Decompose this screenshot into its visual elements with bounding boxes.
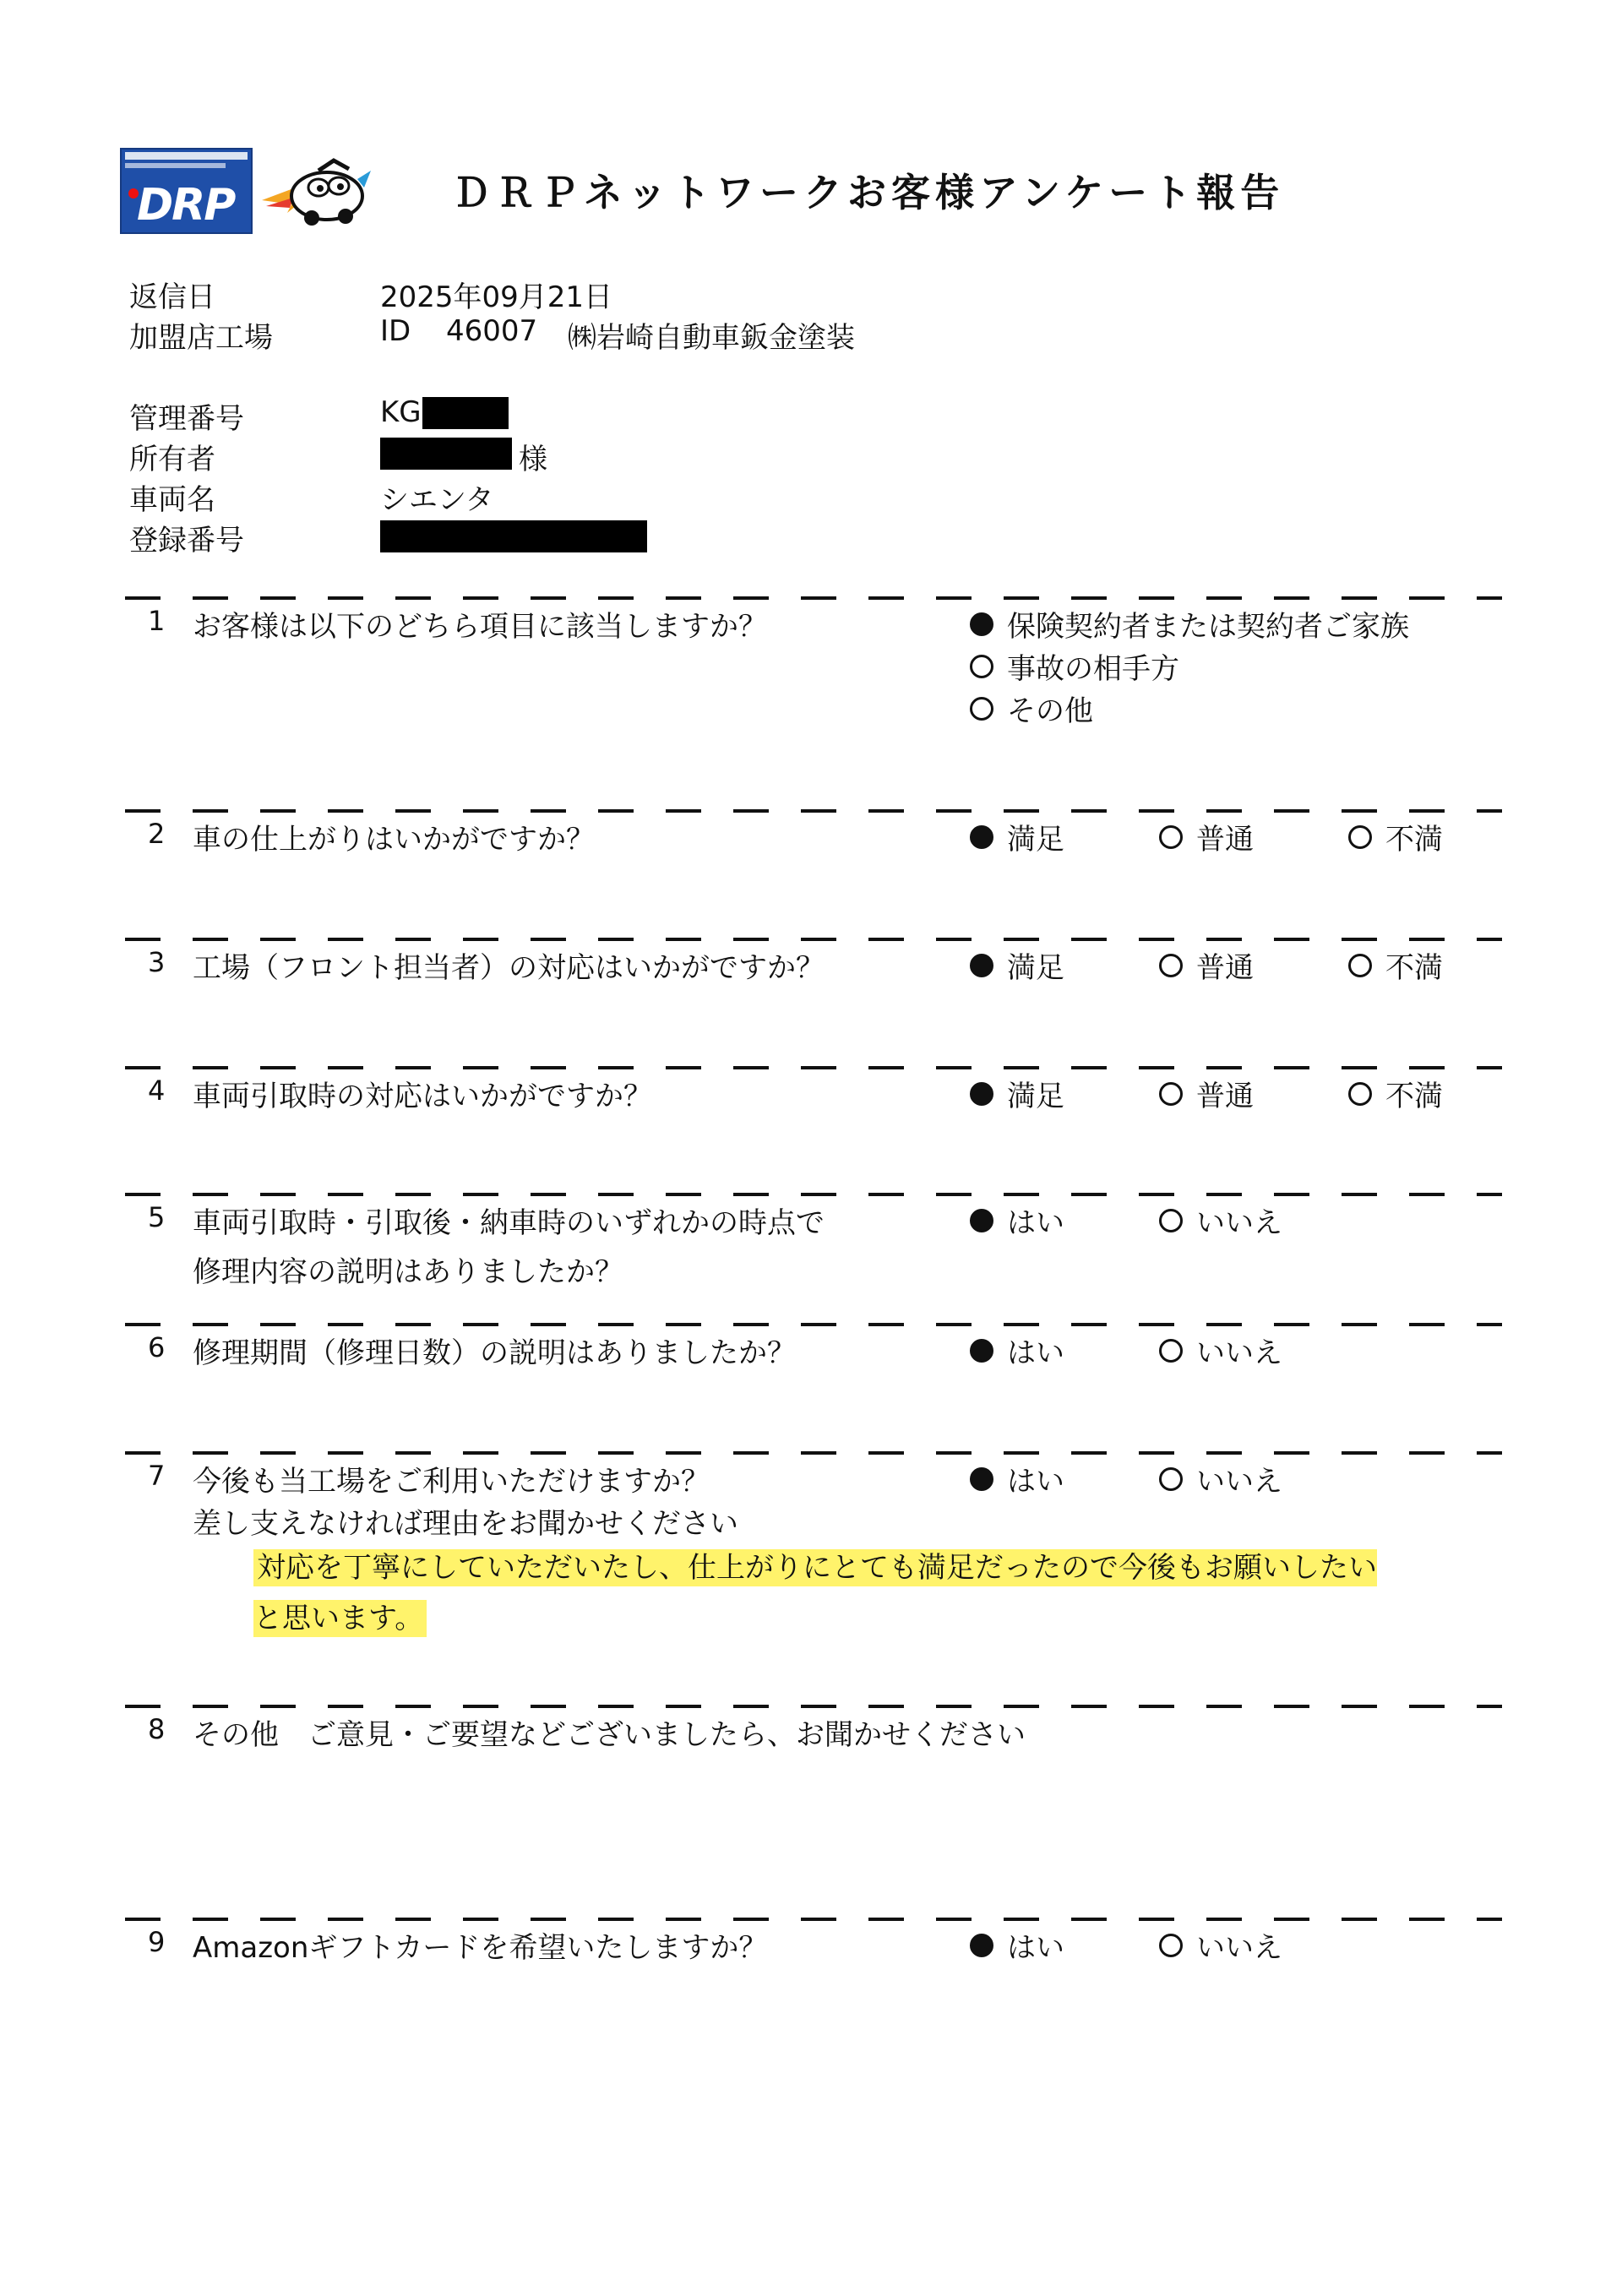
question-number: 2 (148, 818, 166, 850)
drp-logo (120, 148, 253, 234)
radio-selected-icon (970, 1209, 993, 1232)
radio-selected-icon (970, 612, 993, 636)
option-label: その他 (1007, 694, 1093, 728)
reply-date-label: 返信日 (129, 280, 215, 314)
question-number: 3 (148, 946, 166, 978)
option-label: いいえ (1196, 1931, 1282, 1965)
q2-option-1[interactable] (970, 816, 1064, 857)
q4-option-3[interactable] (1348, 1073, 1443, 1114)
question-number: 4 (148, 1075, 166, 1107)
separator (125, 809, 1502, 813)
option-label: はい (1007, 1931, 1064, 1965)
option-label: 保険契約者または契約者ご家族 (1007, 610, 1409, 644)
question-number: 8 (148, 1713, 166, 1745)
q7-option-no[interactable] (1159, 1458, 1282, 1499)
option-label: 満足 (1007, 823, 1064, 857)
page-title: ＤＲＰネットワークお客様アンケート報告 (452, 170, 1285, 215)
radio-selected-icon (970, 1467, 993, 1491)
separator (125, 938, 1502, 941)
vehicle-name: シエンタ (380, 483, 494, 517)
question-7-text-line2: 差し支えなければ理由をお聞かせください (193, 1507, 738, 1541)
radio-empty-icon (1159, 1209, 1183, 1232)
question-9-text: Amazonギフトカードを希望いたしますか？ (193, 1931, 768, 1965)
radio-empty-icon (1159, 954, 1183, 977)
separator (125, 1193, 1502, 1196)
radio-empty-icon (1159, 1082, 1183, 1106)
question-5-text-line2: 修理内容の説明はありましたか？ (193, 1255, 623, 1289)
radio-empty-icon (1159, 1339, 1183, 1363)
mgmt-label: 管理番号 (129, 402, 244, 436)
radio-empty-icon (970, 697, 993, 721)
question-8-text: その他 ご意見・ご要望などございましたら、お聞かせください (193, 1718, 1026, 1752)
option-label: 普通 (1196, 1080, 1254, 1113)
radio-empty-icon (1159, 1467, 1183, 1491)
vehicle-label: 車両名 (129, 483, 215, 517)
q7-comment (253, 1542, 1385, 1644)
question-5-text: 車両引取時・引取後・納車時のいずれかの時点で (193, 1206, 825, 1240)
shop-name: ㈱岩崎自動車鈑金塗装 (568, 321, 855, 355)
reg-label: 登録番号 (129, 524, 244, 558)
separator (125, 1705, 1502, 1708)
option-label: はい (1007, 1336, 1064, 1370)
question-4-text: 車両引取時の対応はいかがですか？ (193, 1080, 652, 1113)
question-3-text: 工場（フロント担当者）の対応はいかがですか？ (193, 951, 825, 985)
redacted-mgmt-number (422, 397, 509, 429)
option-label: 満足 (1007, 1080, 1064, 1113)
radio-empty-icon (970, 655, 993, 678)
q5-option-yes[interactable] (970, 1200, 1064, 1241)
radio-empty-icon (1348, 825, 1372, 849)
question-number: 5 (148, 1201, 166, 1233)
radio-selected-icon (970, 1082, 993, 1106)
q4-option-1[interactable] (970, 1073, 1064, 1114)
q3-option-2[interactable] (1159, 944, 1254, 986)
radio-selected-icon (970, 825, 993, 849)
q2-option-3[interactable] (1348, 816, 1443, 857)
mgmt-prefix: KG (380, 395, 422, 429)
q9-option-no[interactable] (1159, 1924, 1282, 1966)
option-label: 不満 (1385, 951, 1443, 985)
radio-empty-icon (1348, 1082, 1372, 1106)
option-label: はい (1007, 1206, 1064, 1240)
q9-option-yes[interactable] (970, 1924, 1064, 1966)
question-6-text: 修理期間（修理日数）の説明はありましたか？ (193, 1336, 796, 1370)
option-label: はい (1007, 1465, 1064, 1499)
shop-label: 加盟店工場 (129, 321, 273, 355)
option-label: 普通 (1196, 951, 1254, 985)
option-label: いいえ (1196, 1206, 1282, 1240)
shop-id-prefix: ID (380, 314, 411, 348)
option-label: 不満 (1385, 823, 1443, 857)
comment-text: 対応を丁寧にしていただいたし、仕上がりにとても満足だったので今後もお願いしたいと思います。 (253, 1551, 1377, 1635)
q1-option-2[interactable] (970, 645, 1179, 687)
question-7-text: 今後も当工場をご利用いただけますか？ (193, 1465, 710, 1499)
reply-date: 2025年09月21日 (380, 280, 613, 314)
separator (125, 1451, 1502, 1455)
question-number: 1 (148, 605, 166, 637)
q1-option-1[interactable] (970, 603, 1409, 645)
question-number: 6 (148, 1331, 166, 1363)
radio-empty-icon (1348, 954, 1372, 977)
radio-empty-icon (1159, 825, 1183, 849)
question-2-text: 車の仕上がりはいかがですか？ (193, 823, 595, 857)
q6-option-yes[interactable] (970, 1330, 1064, 1371)
owner-label: 所有者 (129, 443, 215, 476)
radio-selected-icon (970, 1339, 993, 1363)
question-number: 7 (148, 1460, 166, 1492)
separator (125, 1918, 1502, 1921)
radio-selected-icon (970, 954, 993, 977)
option-label: 満足 (1007, 951, 1064, 985)
redacted-owner-name (380, 438, 512, 470)
q5-option-no[interactable] (1159, 1200, 1282, 1241)
q7-option-yes[interactable] (970, 1458, 1064, 1499)
separator (125, 1323, 1502, 1326)
option-label: いいえ (1196, 1336, 1282, 1370)
q3-option-1[interactable] (970, 944, 1064, 986)
option-label: いいえ (1196, 1465, 1282, 1499)
radio-empty-icon (1159, 1934, 1183, 1957)
q3-option-3[interactable] (1348, 944, 1443, 986)
option-label: 事故の相手方 (1007, 652, 1179, 686)
mascot-car-logo (258, 154, 376, 230)
q4-option-2[interactable] (1159, 1073, 1254, 1114)
option-label: 普通 (1196, 823, 1254, 857)
logo-text: DRP (137, 180, 235, 231)
separator (125, 596, 1502, 600)
redacted-reg-number (380, 520, 647, 552)
shop-id: 46007 (446, 314, 538, 348)
q1-option-3[interactable] (970, 688, 1093, 729)
separator (125, 1066, 1502, 1069)
question-1-text: お客様は以下のどちら項目に該当しますか？ (193, 610, 767, 644)
q2-option-2[interactable] (1159, 816, 1254, 857)
radio-selected-icon (970, 1934, 993, 1957)
q6-option-no[interactable] (1159, 1330, 1282, 1371)
option-label: 不満 (1385, 1080, 1443, 1113)
owner-suffix: 様 (519, 443, 547, 476)
question-number: 9 (148, 1926, 166, 1958)
